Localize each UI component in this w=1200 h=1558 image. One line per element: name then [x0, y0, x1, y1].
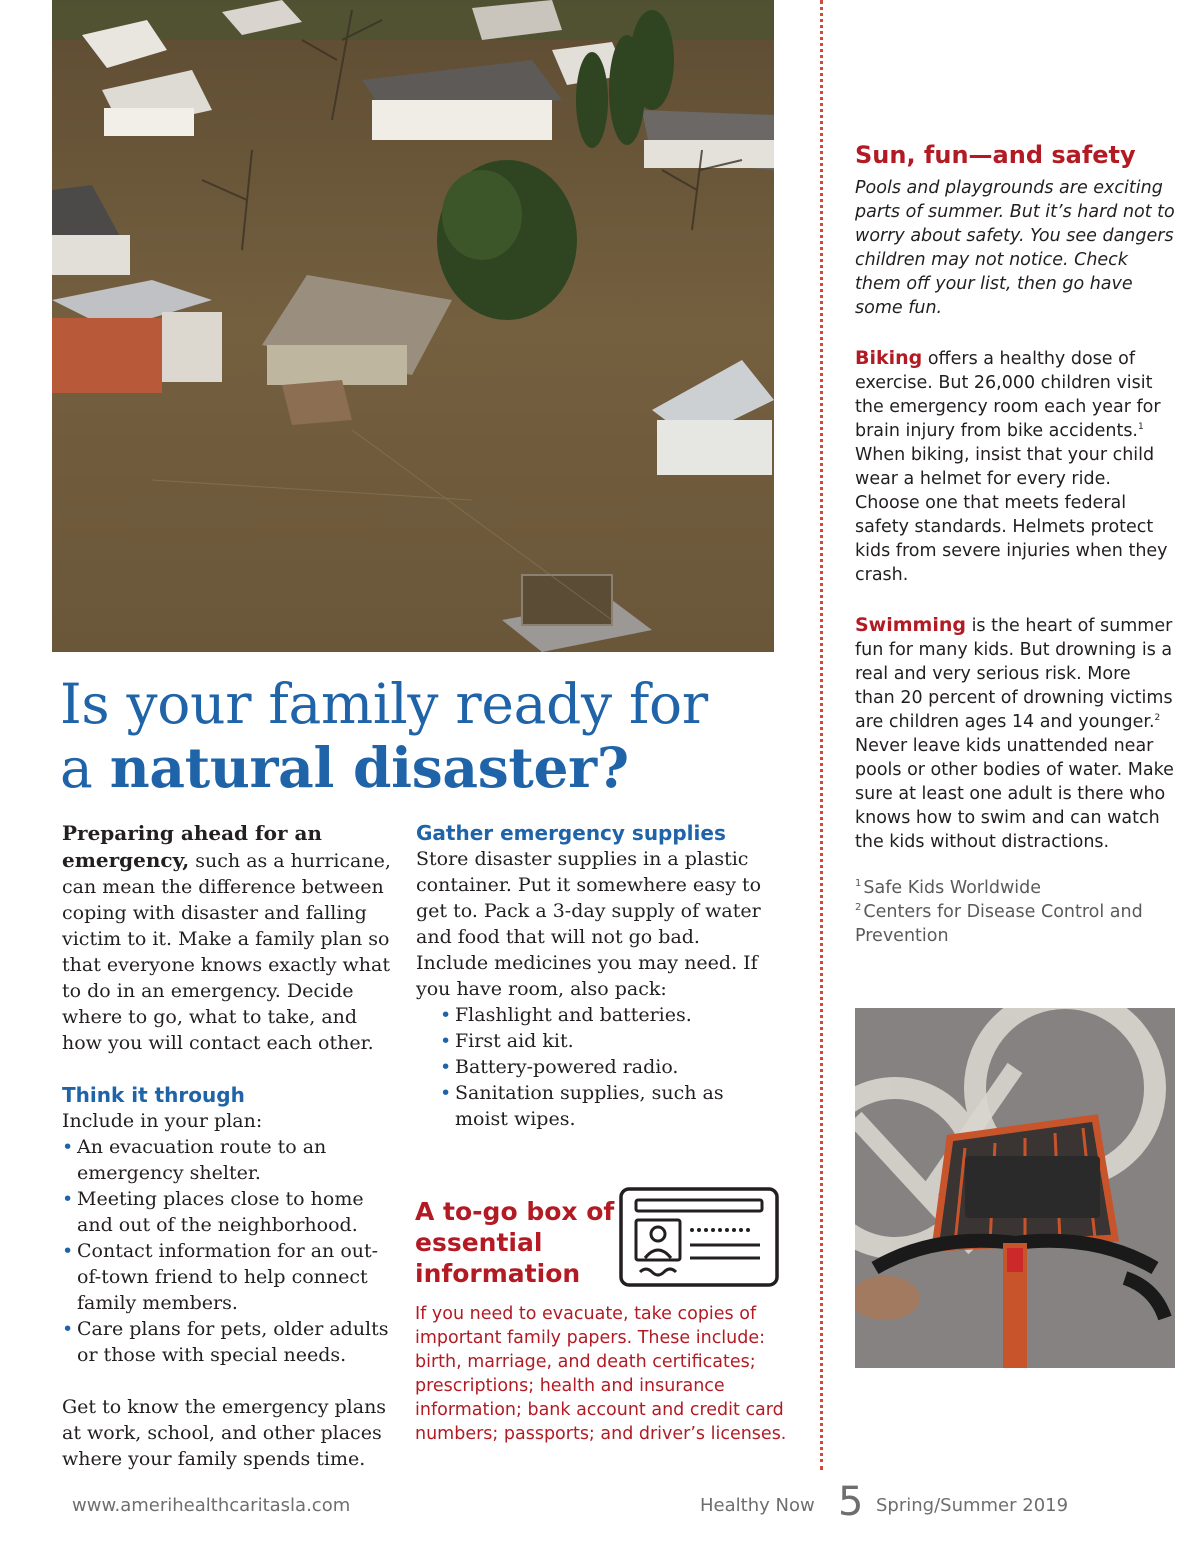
list-item: • An evacuation route to an emergency shelter.: [62, 1134, 402, 1186]
supplies-list: [440, 1002, 766, 1132]
swimming-paragraph: [855, 613, 1175, 854]
think-intro: Include in your plan:: [62, 1110, 263, 1132]
footer-url: www.amerihealthcaritasla.com: [72, 1495, 351, 1516]
intro-text: such as a hurricane, can mean the difference between coping with disaster and falling victim to it. Make a family plan so that everyone knows exactly what to do in an emergency. Decide where to go, what to take, and how you will contact each other.: [62, 850, 391, 1054]
headline-line-2-bold: natural disaster?: [109, 735, 629, 800]
biking-label: Biking: [855, 347, 923, 369]
list-item: • Contact information for an out-of-town friend to help connect family members.: [62, 1238, 402, 1316]
footnotes: [855, 876, 1175, 948]
footnote-number: 1: [855, 878, 862, 890]
sidebar-intro: Pools and playgrounds are exciting parts of summer. But it’s hard not to worry about safety. You see dangers children may not notice. Check them off your list, then go have some fun.: [855, 178, 1175, 318]
article-middle-column: [416, 820, 766, 1132]
think-list: [62, 1134, 402, 1368]
footnote-ref: 1: [1138, 422, 1144, 433]
list-item: • Flashlight and batteries.: [440, 1002, 766, 1028]
supplies-intro: Store disaster supplies in a plastic container. Put it somewhere easy to get to. Pack a 3-day supply of water and food that will not go bad. Include medicines you may need. If you have room, also pack:: [416, 848, 762, 1000]
column-divider: [820, 0, 823, 1470]
togo-body: If you need to evacuate, take copies of important family papers. These include: birth, marriage, and death certificates; prescriptions; health and insurance information; bank account and credit card numbers; passports; and driver’s licenses.: [415, 1304, 787, 1444]
sidebar: [855, 138, 1175, 948]
think-heading: Think it through: [62, 1083, 245, 1107]
bike-handlebars-photo: [855, 1008, 1175, 1368]
article-left-column: [62, 820, 402, 1472]
list-item: • Battery-powered radio.: [440, 1054, 766, 1080]
footnote: [855, 876, 1175, 900]
footnote-number: 2: [855, 902, 862, 914]
swimming-text-a: is the heart of summer fun for many kids. But drowning is a real and very serious risk. More than 20 percent of drowning victims are children ages 14 and younger.: [855, 616, 1173, 732]
togo-title: A to-go box of essential information: [415, 1197, 615, 1288]
biking-text-b: When biking, insist that your child wear a helmet for every ride. Choose one that meets federal safety standards. Helmets protect kids from severe injuries when they crash.: [855, 445, 1168, 585]
page-title: [60, 672, 780, 800]
list-item: • Meeting places close to home and out of the neighborhood.: [62, 1186, 402, 1238]
list-item: • First aid kit.: [440, 1028, 766, 1054]
list-item: • Sanitation supplies, such as moist wipes.: [440, 1080, 766, 1132]
sidebar-title: Sun, fun—and safety: [855, 141, 1136, 169]
footer-season: Spring/Summer 2019: [876, 1495, 1069, 1516]
swimming-text-b: Never leave kids unattended near pools or other bodies of water. Make sure at least one adult is there who knows how to swim and can watch the kids without distractions.: [855, 736, 1174, 852]
intro-lead: Preparing ahead for an emergency,: [62, 821, 322, 872]
footer-publication: Healthy Now: [700, 1495, 815, 1516]
closing-paragraph: Get to know the emergency plans at work, school, and other places where your family spends time.: [62, 1396, 387, 1470]
footnote: [855, 900, 1175, 948]
footnote-ref: 2: [1154, 713, 1161, 724]
headline-line-1: Is your family ready for: [60, 672, 708, 736]
intro-paragraph: [62, 820, 402, 1056]
biking-paragraph: [855, 346, 1175, 587]
biking-text-a: offers a healthy dose of exercise. But 26,000 children visit the emergency room each year for brain injury from bike accidents.: [855, 349, 1161, 441]
footnote-text: Safe Kids Worldwide: [863, 878, 1042, 898]
list-item: • Care plans for pets, older adults or those with special needs.: [62, 1316, 402, 1368]
supplies-heading: Gather emergency supplies: [416, 821, 726, 845]
flooded-neighborhood-photo: [52, 0, 774, 652]
id-card-icon: [618, 1186, 780, 1288]
page-number: 5: [838, 1479, 864, 1525]
footnote-text: Centers for Disease Control and Prevention: [855, 902, 1143, 946]
swimming-label: Swimming: [855, 614, 966, 636]
headline-line-2-prefix: a: [60, 736, 110, 800]
